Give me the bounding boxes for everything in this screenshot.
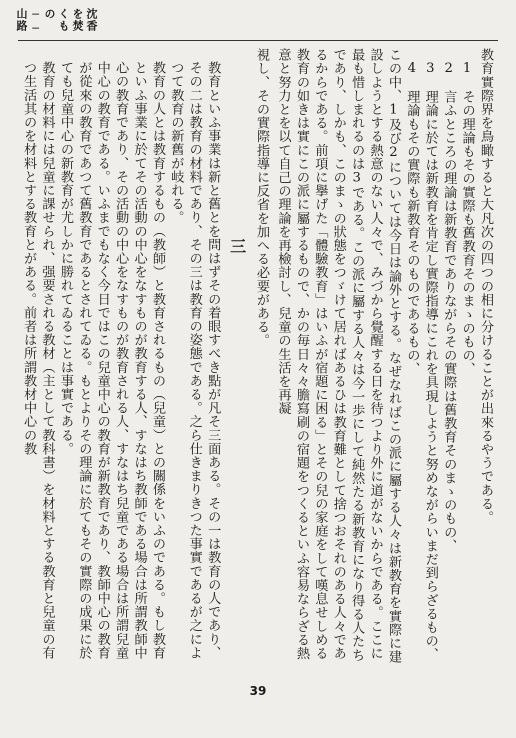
paragraph: 教育の人とは教育するもの（教師）と教育されるもの（兒童）との關係をいふのである。もし教育といふ事業に於てその活動の中心をなすものが教育する人、すなはち教師である場合は所謂教師中心の教育であり、その活動の中心をなすものが教育される人、すなはち兒童である場合は所謂兒童中心の教育である。いふまでもなく今日ではこの兒童中心の教育が新教育であり、教師中心の教育が從來の教育であつて舊教育であるとされてゐる。もとよりその理論に於てもその實際の成果に於ても兒童中心の新教育が尤しかに勝れてゐることは事實である。 [57, 61, 165, 660]
paragraph: 教育といふ事業は新と舊とを問はずその着眼すべき點が凡そ三面ある。その一は教育の人であり、その二は教育の材料であり、その三は教育の姿態である。之ら仕きまりきつた事實であるが之によつて教育の新舊が岐れる。 [168, 61, 221, 660]
running-header: 沈香を焚くもの──山路 [15, 8, 98, 36]
left-text-column [21, 48, 270, 668]
header-rule [18, 40, 498, 41]
list-item: 2 言ふところの理論は新教育でありながらその實際は舊教育そのまゝのもの、 [441, 61, 457, 553]
paragraph: 教育實際界を鳥瞰すると大凡次の四つの相に分けることが出來るやうである。 [478, 48, 493, 524]
list-item: 1 その理論もその實際も舊教育そのまゝのもの、 [459, 61, 475, 376]
list-item: 4 理論もその實際も新教育そのものであるもの、 [404, 61, 420, 376]
paragraph: この中、1及び2については今日は論外とする。なぜなればこの派に屬する人々は新教育を實際に建設しようとする熱意のない人々で、みづから覺醒する日を待つより外に道がないからである。ここに最も惜しまれるのは3である。この派に屬する人々は今一歩にして純然たる新教育になり得る人たちであり、しかも、このまゝの狀態をつゞけて居ればあるひは教育難として捨つおそれのある人々であるからである。前項に擧げた「體驗教育」はいふが宿題に困る」とその兒の家庭をして嘆息せしめる教育の如きは實にこの派に屬するもので、かの毎日々々膽寫刷の宿題をつくるといふ容易ならざる熱意と努力とを以て自己の理論を再檢討し、兒童の生活を再凝 [275, 48, 401, 664]
list-item: 3 理論に於ては新教育を肯定し實際指導にこれを具現しようと努めながらいまだ到らざるもの、 [422, 61, 438, 662]
right-text-column [249, 48, 494, 668]
paragraph: 視し、その實際指導に反省を加へる必要がある。 [254, 48, 269, 348]
section-heading: 三 [227, 238, 247, 255]
paragraph: 教育の材料には兒童に課せられ、强要される教材（主として教科書）を材料とする教育と兒童の有つ生活其のを材料とする教育とがある。前者は所謂教材中心の教 [21, 61, 55, 660]
page-number: 39 [249, 684, 267, 698]
